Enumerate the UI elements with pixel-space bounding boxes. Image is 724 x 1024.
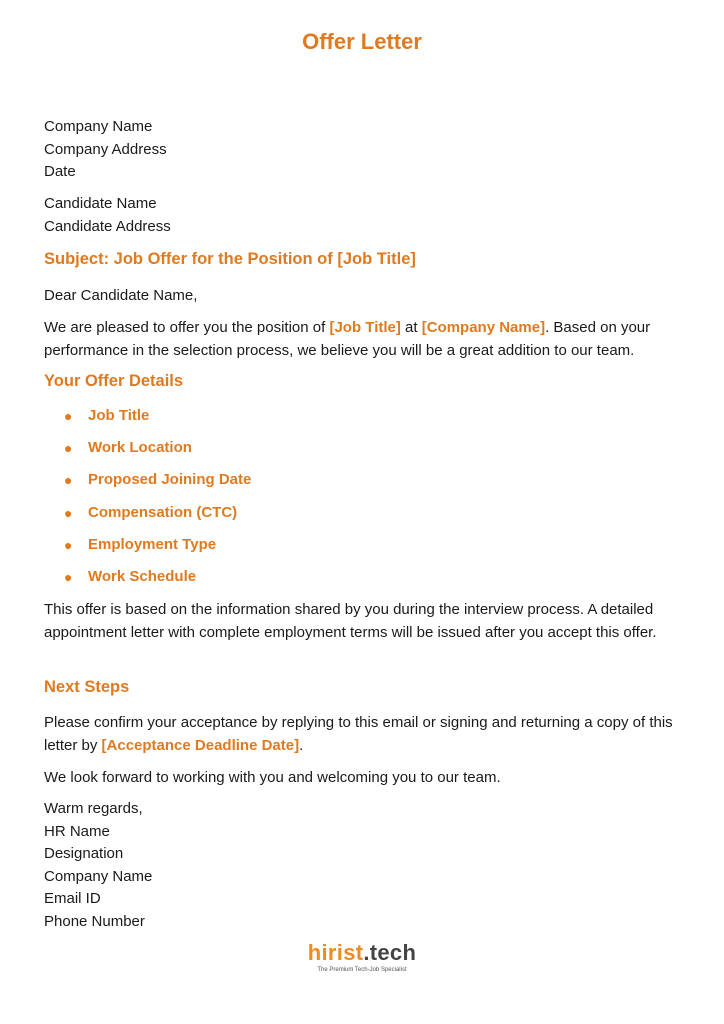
company-address: Company Address (44, 140, 167, 158)
offer-details-list (44, 405, 251, 598)
job-title-placeholder: [Job Title] (329, 319, 401, 336)
detail-employment-type: Employment Type (88, 535, 217, 553)
list-item (44, 405, 251, 437)
designation: Designation (44, 845, 124, 862)
phone-number: Phone Number (44, 912, 145, 930)
next-steps-heading: Next Steps (44, 678, 130, 696)
next-steps-text-2: . (299, 737, 304, 754)
list-item (44, 502, 251, 534)
candidate-info-block (44, 193, 171, 238)
next-steps-paragraph (44, 711, 684, 757)
candidate-name: Candidate Name (44, 195, 157, 212)
detail-joining-date: Proposed Joining Date (88, 471, 252, 489)
bullet-icon: ● (64, 408, 73, 424)
subject-line: Subject: Job Offer for the Position of [Job Title] (44, 250, 416, 268)
letter-date: Date (44, 163, 76, 180)
company-name: Company Name (44, 118, 153, 135)
list-item (44, 469, 251, 501)
offer-note-paragraph: This offer is based on the information shared by you during the interview process. A detailed appointment letter with complete employment terms will be issued after you accept this offer. (44, 601, 657, 641)
greeting: Dear Candidate Name, (44, 287, 198, 304)
detail-work-location: Work Location (88, 439, 192, 457)
detail-compensation: Compensation (CTC) (88, 503, 238, 521)
company-info-block (44, 116, 167, 184)
bullet-icon: ● (64, 440, 73, 457)
logo-tagline: The Premium Tech-Job Specialist (317, 967, 407, 973)
sign-off: Warm regards, (44, 800, 143, 817)
hirist-tech-logo (306, 940, 418, 980)
bullet-icon: ● (64, 504, 73, 521)
closing-line: We look forward to working with you and welcoming you to our team. (44, 769, 501, 786)
detail-work-schedule: Work Schedule (88, 567, 197, 585)
deadline-placeholder: [Acceptance Deadline Date] (101, 737, 300, 754)
list-item (44, 566, 251, 598)
logo-wordmark: hirist.tech (307, 940, 417, 965)
hr-name: HR Name (44, 822, 110, 840)
signature-block (44, 798, 152, 933)
list-item (44, 437, 251, 469)
intro-text-2: at (400, 319, 422, 336)
offer-details-heading: Your Offer Details (44, 372, 184, 390)
bullet-icon: ● (64, 536, 73, 553)
bullet-icon: ● (64, 472, 73, 489)
intro-paragraph (44, 316, 684, 362)
next-steps-text-1: Please confirm your acceptance by replying to this email or signing and returning a copy of this letter by (44, 714, 673, 754)
intro-text-1: We are pleased to offer you the position of (44, 319, 330, 336)
intro-text-3: . Based on your performance in the selection process, we believe you will be a great addition to our team. (44, 319, 651, 359)
detail-job-title: Job Title (88, 407, 150, 424)
email-id: Email ID (44, 890, 101, 907)
signature-company-name: Company Name (44, 867, 153, 885)
letter-title: Offer Letter (302, 29, 422, 54)
candidate-address: Candidate Address (44, 217, 171, 235)
bullet-icon: ● (64, 568, 73, 585)
company-name-placeholder: [Company Name] (421, 319, 546, 336)
list-item (44, 534, 251, 566)
